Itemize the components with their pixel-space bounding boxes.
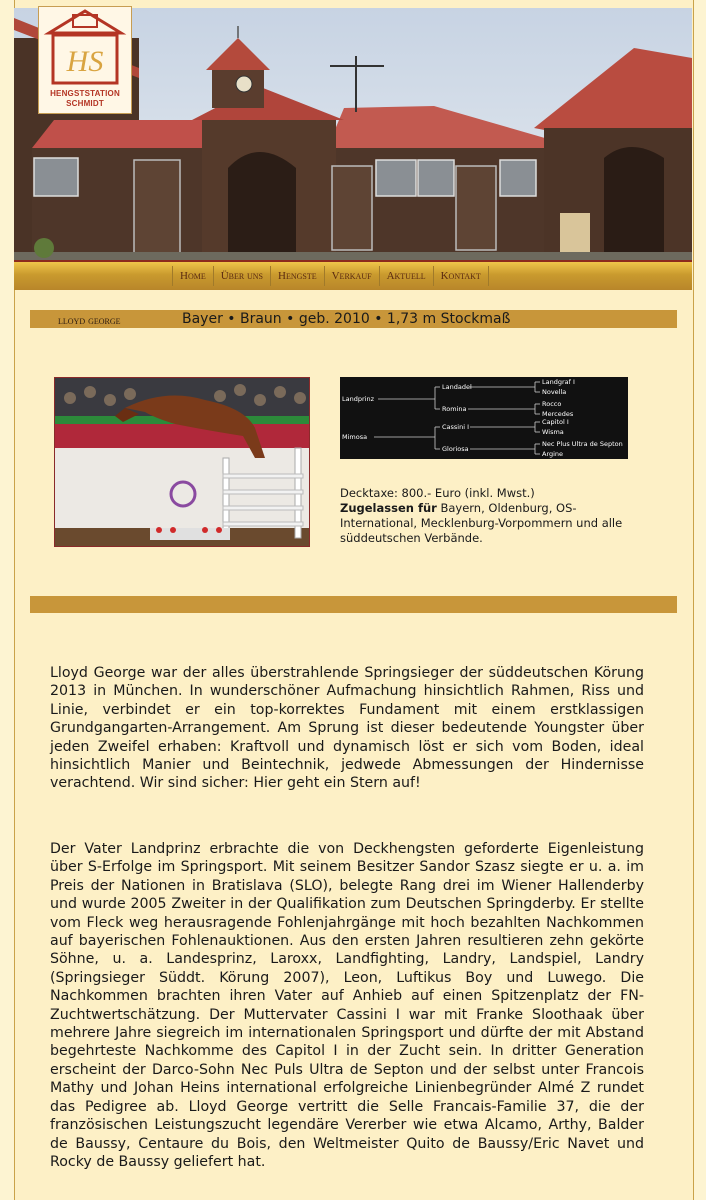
approval-info (340, 501, 640, 546)
pedigree-chart (340, 377, 628, 459)
stable-logo-icon (39, 7, 131, 87)
logo-text-line2: SCHMIDT (66, 99, 104, 108)
logo-text-line1: HENGSTSTATION (50, 89, 120, 98)
horse-name: lloyd george (58, 313, 121, 327)
svg-text:HS: HS (66, 45, 104, 78)
pedigree-gen3-3: Rocco (542, 400, 562, 408)
pedigree-gen3-2: Novella (542, 388, 567, 396)
main-nav (172, 266, 489, 286)
nav-about[interactable]: Über uns (213, 266, 270, 286)
description-paragraph-2: Der Vater Landprinz erbrachte die von Deckhengsten geforderte Eigenleistung über S-Erfolge im Springsport. Mit seinem Besitzer Sandor Szasz siegte er u. a. im Preis der Nationen in Bratislava (SLO), belegte Rang drei im Wiener Hallenderby und wurde 2005 Zweiter in der Qualifikation zum Deutschen Springderby. Er stellte vom Fleck weg herausragende Fohlenjahrgänge mit hoch bezahlten Nachkommen auf bayerischen Fohlenauktionen. Aus den ersten Jahren resultieren zehn gekörte Söhne, u. a. Landesprinz, Laroxx, Landfighting, Landry, Landspiel, Landry (Springsieger Süddt. Körung 2007), Leon, Luftikus Boy und Luwego. Die Nachkommen brachten ihren Vater auf Anhieb auf einen Spitzenplatz der FN-Zuchtwertschätzung. Der Muttervater Cassini I war mit Franke Sloothaak über mehrere Jahre siegreich im internationalen Springsport und dürfte der mit Abstand begehrteste Nachkomme des Capitol I in der Zucht sein. In dritter Generation erscheint der Darco-Sohn Nec Puls Ultra de Septon und der selbst unter Francois Mathy und Johan Heins international erfolgreiche Linienbegründer Almé Z rundet das Pedigree ab. Lloyd George vertritt die Selle Francais-Familie 37, die der französischen Leistungszucht legendäre Vererber wie etwa Alcamo, Arthy, Balder de Baussy, Centaure du Bois, den Weltmeister Quito de Baussy/Eric Navet und Rocky de Baussy geliefert hat. (50, 841, 644, 1170)
horse-title-bar (30, 310, 677, 328)
pedigree-gen3-1: Landgraf I (542, 378, 575, 386)
stud-fee: Decktaxe: 800.- Euro (inkl. Mwst.) (340, 486, 535, 500)
pedigree-gen3-7: Nec Plus Ultra de Septon (542, 440, 623, 448)
pedigree-sire-sire: Landadel (442, 383, 472, 391)
section-divider (30, 596, 677, 613)
pedigree-gen3-8: Argine (542, 450, 564, 458)
pedigree-dam-sire: Cassini I (442, 423, 470, 431)
horse-details: Bayer • Braun • geb. 2010 • 1,73 m Stockmaß (182, 311, 511, 327)
logo[interactable] (38, 6, 132, 114)
nav-home[interactable]: Home (172, 266, 213, 286)
pedigree-gen3-4: Mercedes (542, 410, 574, 418)
logo-text (39, 89, 131, 109)
pedigree-dam-dam: Gloriosa (442, 445, 469, 453)
nav-news[interactable]: Aktuell (379, 266, 433, 286)
pedigree-sire: Landprinz (342, 395, 374, 403)
nav-contact[interactable]: Kontakt (433, 266, 489, 286)
nav-sales[interactable]: Verkauf (324, 266, 379, 286)
approval-text: Bayern, Oldenburg, OS-International, Mecklenburg-Vorpommern und alle süddeutschen Verbände. (340, 501, 623, 545)
pedigree-dam: Mimosa (342, 433, 368, 441)
horse-jumping-photo (54, 377, 310, 547)
description-paragraph-1: Lloyd George war der alles überstrahlende Springsieger der süddeutschen Körung 2013 in München. In wunderschöner Aufmachung hinsichtlich Rahmen, Riss und Linie, verbindet er ein top-korrektes Fundament mit einem erstklassigen Grundgangarten-Arrangement. Am Sprung ist dieser bedeutende Youngster über jeden Zweifel erhaben: Kraftvoll und dynamisch löst er sich vom Boden, ideal hinsichtlich Manier und Beintechnik, jedwede Abmessungen der Hindernisse verachtend. Wir sind sicher: Hier geht ein Stern auf! (50, 665, 644, 792)
nav-stallions[interactable]: Hengste (270, 266, 324, 286)
stud-info (340, 486, 640, 546)
navigation-bar (14, 260, 692, 290)
pedigree-gen3-6: Wisma (542, 428, 564, 436)
pedigree-gen3-5: Capitol I (542, 418, 569, 426)
pedigree-sire-dam: Romina (442, 405, 467, 413)
approval-label: Zugelassen für (340, 501, 437, 515)
